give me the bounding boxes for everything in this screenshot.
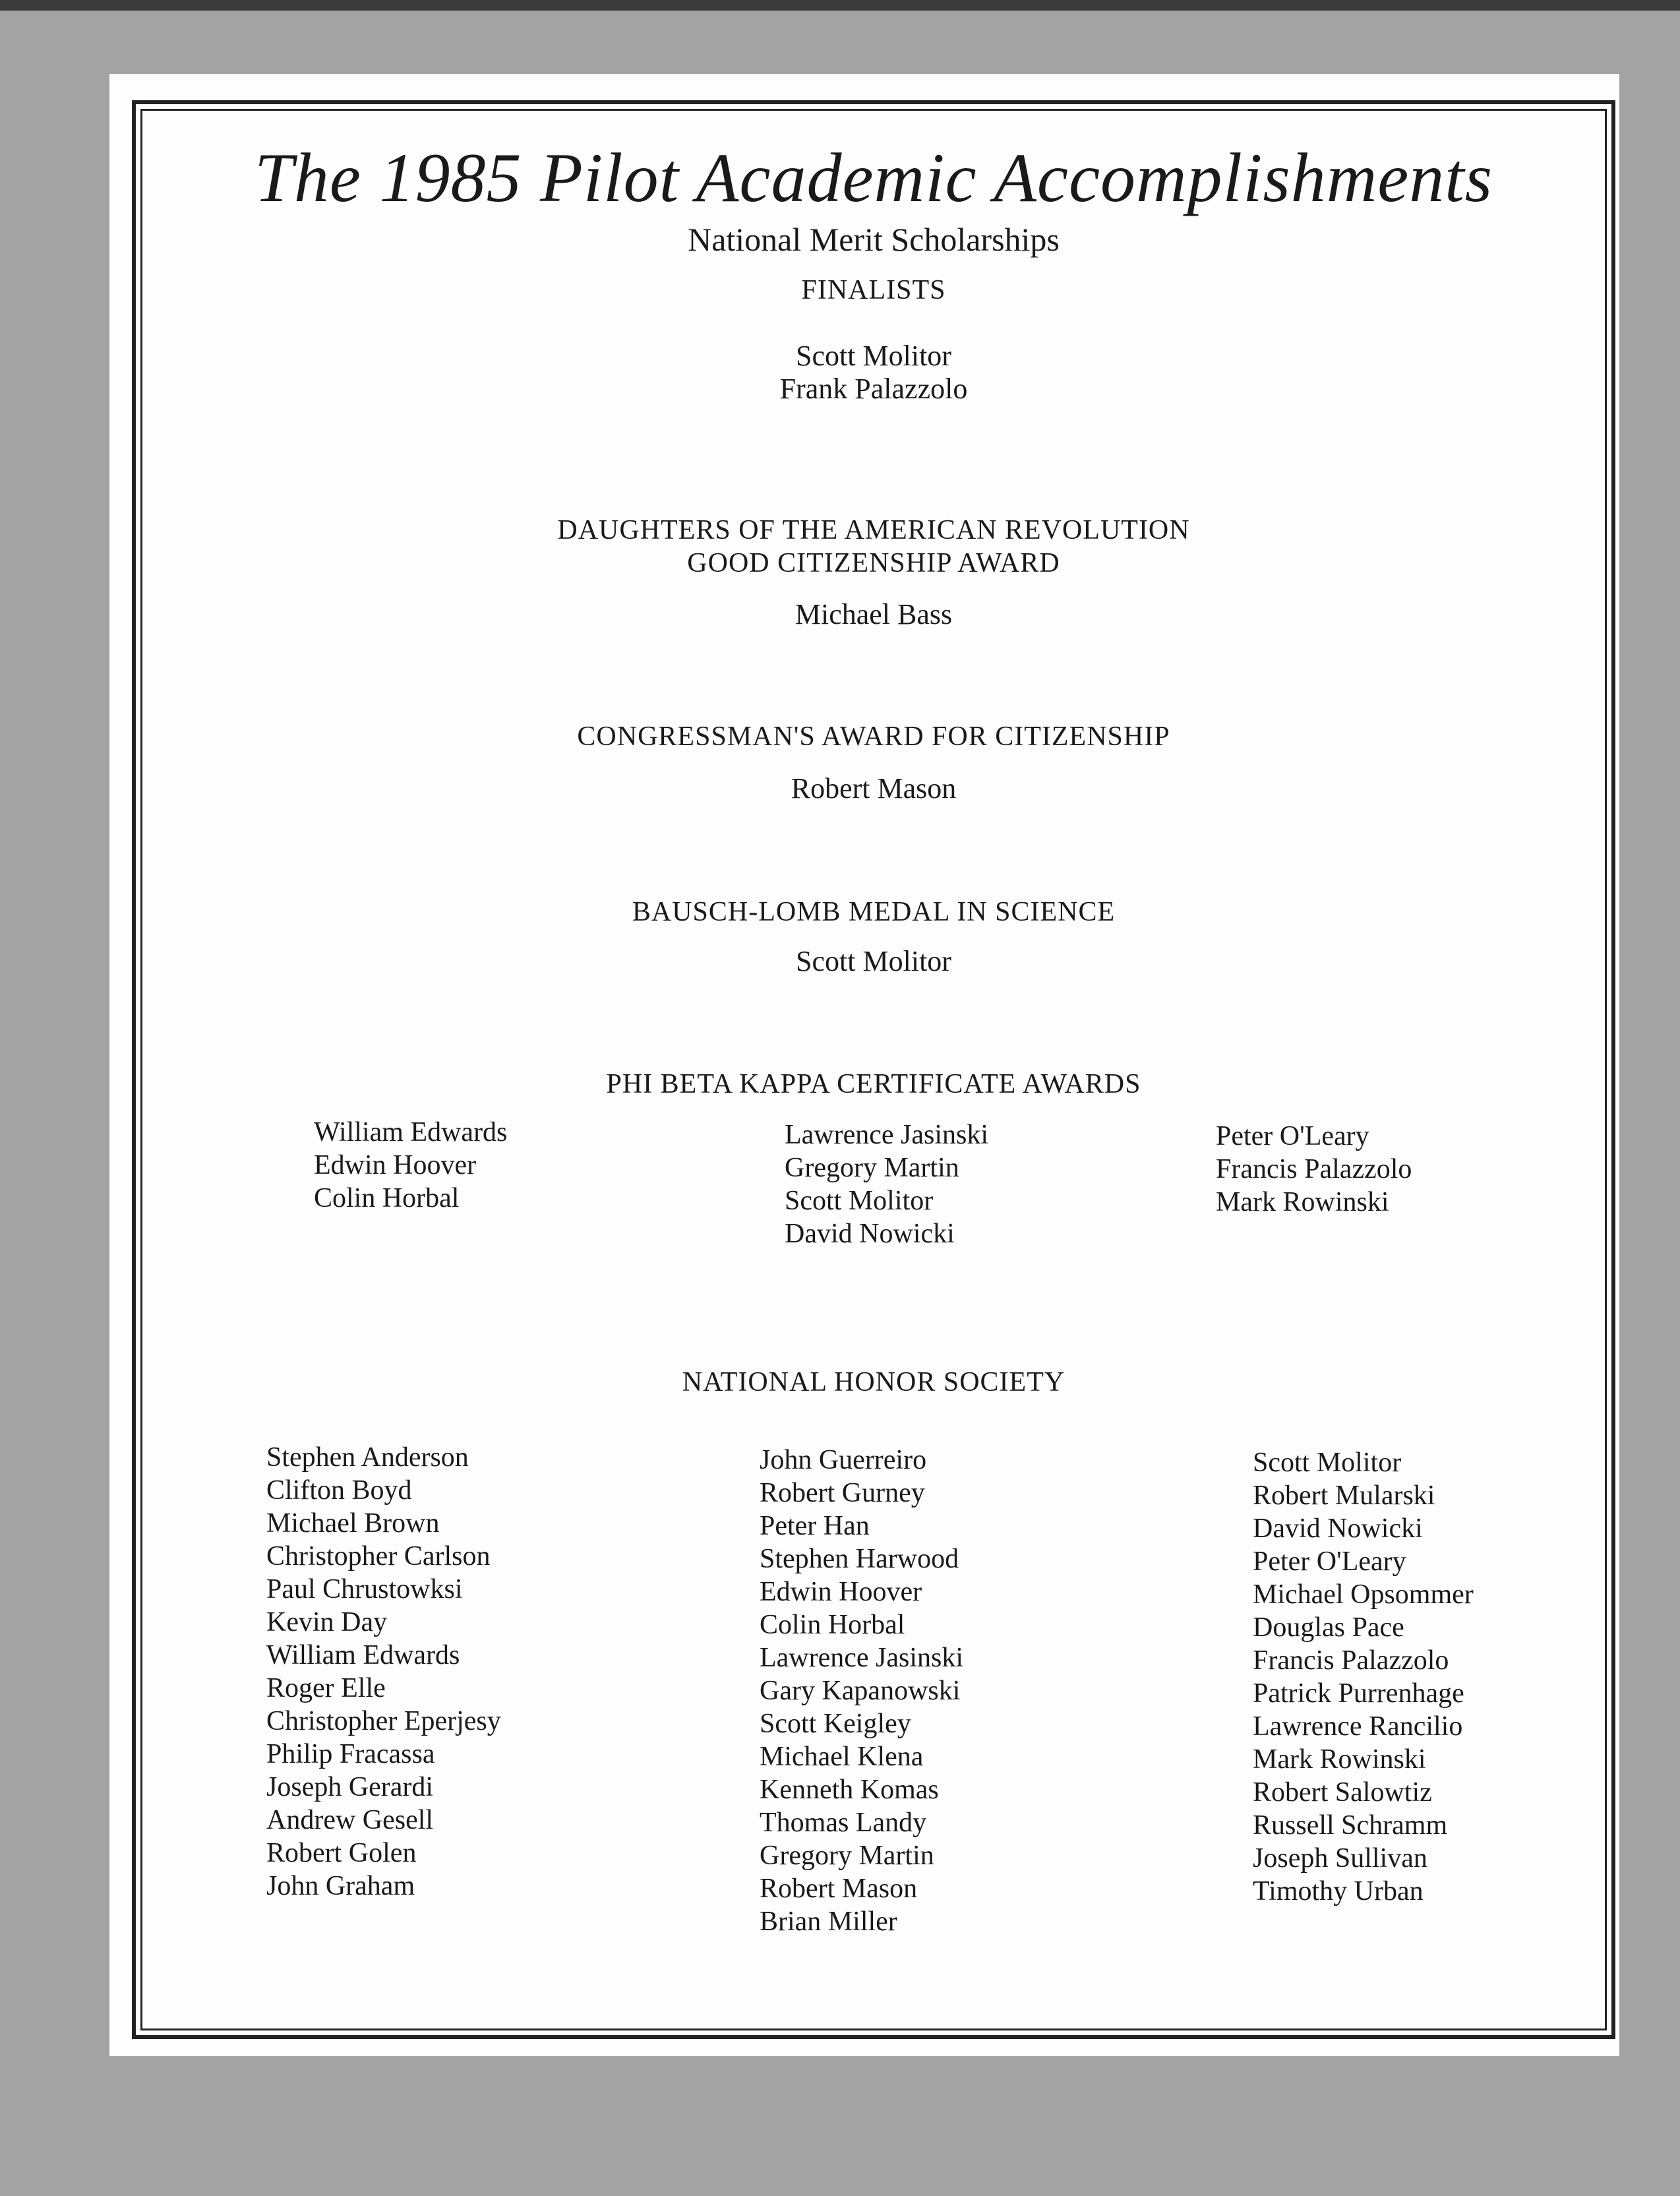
- nhs-name: Kevin Day: [266, 1607, 388, 1637]
- pbk-name: Peter O'Leary: [1216, 1121, 1369, 1151]
- scan-top-edge: [0, 0, 1680, 11]
- nhs-name: Gary Kapanowski: [760, 1676, 961, 1706]
- nhs-name: Christopher Carlson: [266, 1541, 491, 1571]
- nhs-name: Patrick Purrenhage: [1253, 1678, 1464, 1709]
- pbk-name: Lawrence Jasinski: [785, 1120, 989, 1150]
- nhs-name: Scott Keigley: [760, 1709, 911, 1739]
- pbk-name: Mark Rowinski: [1216, 1187, 1389, 1217]
- nhs-name: Brian Miller: [760, 1906, 897, 1937]
- pbk-name: David Nowicki: [785, 1219, 955, 1249]
- nhs-name: Paul Chrustowksi: [266, 1574, 463, 1604]
- dar-heading-line2: GOOD CITIZENSHIP AWARD: [687, 548, 1060, 578]
- congress-heading: CONGRESSMAN'S AWARD FOR CITIZENSHIP: [577, 721, 1170, 752]
- pbk-column-1: [314, 1116, 507, 1215]
- nhs-name: Roger Elle: [266, 1673, 386, 1703]
- bausch-heading: BAUSCH-LOMB MEDAL IN SCIENCE: [632, 897, 1116, 927]
- nhs-name: John Guerreiro: [760, 1445, 927, 1475]
- pbk-column-2: [785, 1118, 988, 1250]
- nhs-name: Gregory Martin: [760, 1841, 934, 1871]
- bausch-recipient: Scott Molitor: [796, 945, 951, 977]
- nhs-name: Edwin Hoover: [760, 1577, 922, 1607]
- nhs-name: Robert Gurney: [760, 1478, 925, 1508]
- nhs-name: Robert Mularski: [1253, 1480, 1435, 1511]
- dar-heading-line1: DAUGHTERS OF THE AMERICAN REVOLUTION: [557, 515, 1190, 545]
- nhs-name: Douglas Pace: [1253, 1612, 1404, 1643]
- pbk-name: William Edwards: [314, 1117, 508, 1147]
- nhs-column-3: [1253, 1446, 1474, 1908]
- nhs-name: Robert Mason: [760, 1874, 918, 1904]
- nhs-name: Stephen Harwood: [760, 1544, 959, 1574]
- nhs-name: Robert Salowtiz: [1253, 1777, 1432, 1808]
- nhs-name: Thomas Landy: [760, 1808, 927, 1838]
- pbk-heading: PHI BETA KAPPA CERTIFICATE AWARDS: [606, 1069, 1141, 1099]
- nhs-name: Philip Fracassa: [266, 1739, 435, 1769]
- pbk-column-3: [1216, 1120, 1412, 1219]
- pbk-name: Gregory Martin: [785, 1153, 959, 1183]
- nhs-name: Clifton Boyd: [266, 1475, 412, 1506]
- page-title: The 1985 Pilot Academic Accomplishments: [254, 139, 1493, 216]
- nhs-name: Michael Brown: [266, 1508, 440, 1539]
- merit-finalist-name: Scott Molitor: [796, 340, 951, 372]
- nhs-name: William Edwards: [266, 1640, 460, 1670]
- nhs-name: Joseph Sullivan: [1253, 1843, 1427, 1874]
- nhs-name: Russell Schramm: [1253, 1810, 1448, 1841]
- nhs-column-2: [760, 1444, 963, 1938]
- pbk-name: Colin Horbal: [314, 1183, 460, 1213]
- merit-finalists-heading: FINALISTS: [801, 275, 946, 305]
- nhs-name: Peter Han: [760, 1511, 870, 1541]
- nhs-name: Timothy Urban: [1253, 1876, 1424, 1906]
- pbk-name: Scott Molitor: [785, 1186, 934, 1216]
- pbk-name: Edwin Hoover: [314, 1150, 477, 1180]
- nhs-heading: NATIONAL HONOR SOCIETY: [682, 1367, 1065, 1397]
- nhs-name: John Graham: [266, 1871, 415, 1901]
- nhs-name: Christopher Eperjesy: [266, 1706, 501, 1736]
- nhs-name: Michael Klena: [760, 1742, 924, 1772]
- merit-finalist-name: Frank Palazzolo: [779, 373, 968, 405]
- nhs-name: Kenneth Komas: [760, 1775, 939, 1805]
- nhs-name: Lawrence Rancilio: [1253, 1711, 1463, 1742]
- merit-subtitle: National Merit Scholarships: [688, 221, 1060, 258]
- nhs-name: David Nowicki: [1253, 1513, 1423, 1544]
- nhs-name: Michael Opsommer: [1253, 1579, 1474, 1610]
- nhs-column-1: [266, 1441, 501, 1903]
- nhs-name: Lawrence Jasinski: [760, 1643, 964, 1673]
- nhs-name: Andrew Gesell: [266, 1805, 434, 1835]
- nhs-name: Francis Palazzolo: [1253, 1645, 1449, 1676]
- nhs-name: Colin Horbal: [760, 1610, 905, 1640]
- nhs-name: Peter O'Leary: [1253, 1546, 1406, 1577]
- nhs-name: Stephen Anderson: [266, 1442, 469, 1473]
- nhs-name: Mark Rowinski: [1253, 1744, 1426, 1775]
- nhs-name: Joseph Gerardi: [266, 1772, 434, 1802]
- pbk-name: Francis Palazzolo: [1216, 1154, 1412, 1184]
- nhs-name: Robert Golen: [266, 1838, 417, 1868]
- nhs-name: Scott Molitor: [1253, 1448, 1402, 1478]
- dar-recipient: Michael Bass: [795, 598, 953, 630]
- congress-recipient: Robert Mason: [791, 772, 957, 805]
